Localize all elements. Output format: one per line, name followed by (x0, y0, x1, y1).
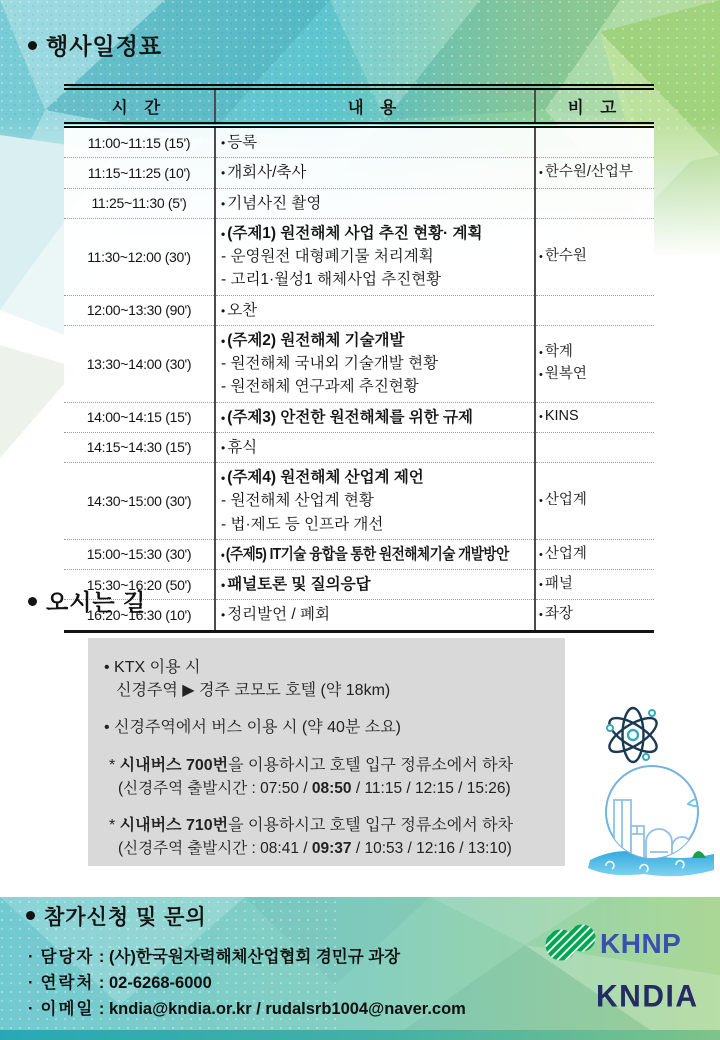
schedule-remark-cell (535, 600, 654, 630)
khnp-logo-text: KHNP (600, 928, 682, 959)
schedule-remark-line: • KINS (539, 406, 652, 428)
schedule-remark-cell (535, 125, 654, 158)
directions-text: / 11:15 / 12:15 / 15:26) (351, 779, 511, 797)
schedule-row (64, 325, 654, 402)
schedule-remark-line: • 학계 (539, 342, 652, 364)
directions-text: • 신경주역에서 버스 이용 시 (약 40분 소요) (104, 719, 402, 737)
contact-item (28, 970, 466, 996)
directions-text: 08:50 (311, 779, 352, 797)
directions-text: 신경주역 ▶ 경주 코모도 호텔 (약 18km) (116, 681, 391, 699)
schedule-table-wrap (64, 84, 654, 633)
directions-text: 을 이용하시고 호텔 입구 정류소에서 하차 (228, 816, 514, 834)
schedule-remark-line: • 원복연 (539, 364, 652, 386)
directions-line (118, 778, 565, 800)
schedule-time-cell: 14:15~14:30 (15') (64, 432, 215, 462)
schedule-content-cell (215, 539, 535, 569)
schedule-remark-line: • 한수원/산업부 (539, 162, 652, 184)
schedule-time-cell: 11:25~11:30 (5') (64, 188, 215, 218)
schedule-row (64, 539, 654, 569)
schedule-row (64, 432, 654, 462)
schedule-header-cell: 비 고 (535, 87, 654, 125)
schedule-time-cell: 15:30~16:20 (50') (64, 570, 215, 600)
nuclear-plant-illustration (584, 762, 720, 880)
schedule-remark-line: • 산업계 (539, 544, 652, 566)
schedule-row (64, 600, 654, 630)
schedule-row (64, 125, 654, 158)
schedule-content-cell (215, 402, 535, 432)
schedule-content-line: • 개회사/축사 (221, 161, 532, 184)
directions-text: / 10:53 / 12:16 / 13:10) (351, 839, 512, 857)
directions-text: 시내버스 700번 (119, 757, 229, 775)
schedule-content-line: • 정리발언 / 폐회 (221, 603, 532, 626)
schedule-time-cell: 16:20~16:30 (10') (64, 600, 215, 630)
schedule-table (64, 84, 654, 630)
schedule-content-line: • 패널토론 및 질의응답 (221, 573, 532, 596)
directions-line (116, 680, 565, 703)
schedule-content-line: - 법·제도 등 인프라 개선 (221, 515, 384, 533)
schedule-row (64, 158, 654, 188)
schedule-remark-cell (535, 539, 654, 569)
atom-icon (600, 704, 666, 766)
schedule-content-cell (215, 295, 535, 325)
schedule-row (64, 570, 654, 600)
contact-item (28, 944, 466, 970)
schedule-content-cell (215, 125, 535, 158)
schedule-remark-line: • 좌장 (539, 604, 652, 626)
schedule-content-line: • 오찬 (221, 299, 532, 322)
schedule-time-cell: 15:00~15:30 (30') (64, 539, 215, 569)
directions-line (104, 657, 565, 680)
schedule-content-line: • 기념사진 촬영 (221, 192, 532, 215)
schedule-content-cell (215, 218, 535, 295)
schedule-time-cell: 14:30~15:00 (30') (64, 463, 215, 540)
schedule-content-line: - 원전해체 산업계 현황 (221, 492, 374, 510)
contact-block (28, 944, 466, 1022)
schedule-row (64, 402, 654, 432)
schedule-remark-line: • 산업계 (539, 490, 652, 512)
schedule-header-row (64, 87, 654, 125)
directions-text: 09:37 (311, 839, 352, 857)
schedule-row (64, 188, 654, 218)
schedule-time-cell: 12:00~13:30 (90') (64, 295, 215, 325)
schedule-content-line: • 등록 (221, 131, 532, 154)
schedule-time-cell: 11:30~12:00 (30') (64, 218, 215, 295)
schedule-row (64, 295, 654, 325)
schedule-content-cell (215, 325, 535, 402)
schedule-remark-cell (535, 295, 654, 325)
schedule-remark-cell (535, 158, 654, 188)
schedule-time-cell: 11:00~11:15 (15') (64, 125, 215, 158)
directions-line (109, 815, 565, 838)
schedule-remark-cell (535, 432, 654, 462)
directions-text: (신경주역 출발시간 : 08:41 / (118, 839, 312, 857)
contact-value: 02-6268-6000 (109, 974, 212, 992)
directions-text: 을 이용하시고 호텔 입구 정류소에서 하차 (228, 757, 514, 775)
schedule-content-line: - 고리1·월성1 해체사업 추진현황 (221, 271, 442, 289)
schedule-content-line: • 휴식 (221, 436, 532, 459)
schedule-content-line: - 원전해체 국내외 기술개발 현황 (221, 355, 439, 372)
schedule-content-line: • (주제3) 안전한 원전해체를 위한 규제 (221, 406, 532, 429)
contact-label: 담당자 : (41, 948, 110, 966)
directions-text: * (109, 757, 120, 775)
schedule-row (64, 218, 654, 295)
schedule-table-head (64, 87, 654, 125)
directions-line (104, 717, 565, 740)
schedule-content-line: - 운영원전 대형폐기물 처리계획 (221, 248, 434, 265)
schedule-time-cell: 14:00~14:15 (15') (64, 402, 215, 432)
schedule-content-cell (215, 600, 535, 630)
schedule-content-line: • (주제2) 원전해체 기술개발 (221, 329, 532, 352)
schedule-content-cell (215, 570, 535, 600)
contact-value: (사)한국원자력해체산업협회 경민규 과장 (109, 948, 401, 966)
schedule-row (64, 463, 654, 540)
schedule-header-cell: 시 간 (64, 87, 215, 125)
schedule-remark-line: • 패널 (539, 574, 652, 596)
schedule-header-cell: 내 용 (215, 87, 535, 125)
schedule-table-body (64, 125, 654, 630)
directions-section-title: 오시는 길 (28, 584, 146, 617)
directions-line (109, 755, 565, 778)
contact-section-title: 참가신청 및 문의 (26, 901, 207, 931)
contact-item (28, 996, 466, 1022)
contact-value: kndia@kndia.or.kr / rudalsrb1004@naver.com (109, 1000, 466, 1018)
schedule-remark-cell (535, 463, 654, 540)
schedule-content-line: • (주제5) IT기술 융합을 통한 원전해체기술 개발방안 (221, 543, 495, 566)
contact-label: 연락처 : (41, 974, 110, 992)
schedule-remark-cell (535, 218, 654, 295)
directions-text: 시내버스 710번 (119, 816, 229, 834)
schedule-remark-line: • 한수원 (539, 246, 652, 268)
schedule-remark-cell (535, 402, 654, 432)
contact-label: 이메일 : (41, 1000, 110, 1018)
kndia-logo: KNDIA (596, 979, 699, 1014)
directions-box (88, 638, 565, 866)
schedule-content-cell (215, 158, 535, 188)
schedule-section-title: 행사일정표 (28, 28, 162, 61)
schedule-content-cell (215, 432, 535, 462)
schedule-time-cell: 13:30~14:00 (30') (64, 325, 215, 402)
schedule-remark-cell (535, 188, 654, 218)
schedule-remark-cell (535, 325, 654, 402)
schedule-remark-cell (535, 570, 654, 600)
directions-text: * (109, 816, 120, 834)
directions-text: (신경주역 출발시간 : 07:50 / (118, 779, 312, 797)
khnp-logo (540, 920, 715, 964)
directions-text: • KTX 이용 시 (104, 659, 201, 676)
schedule-content-line: • (주제1) 원전해체 사업 추진 현황· 계획 (221, 222, 532, 245)
directions-line (118, 838, 565, 860)
schedule-content-line: • (주제4) 원전해체 산업계 제언 (221, 466, 532, 489)
schedule-content-cell (215, 188, 535, 218)
schedule-content-line: - 원전해체 연구과제 추진현황 (221, 378, 419, 396)
schedule-time-cell: 11:15~11:25 (10') (64, 158, 215, 188)
schedule-content-cell (215, 463, 535, 540)
